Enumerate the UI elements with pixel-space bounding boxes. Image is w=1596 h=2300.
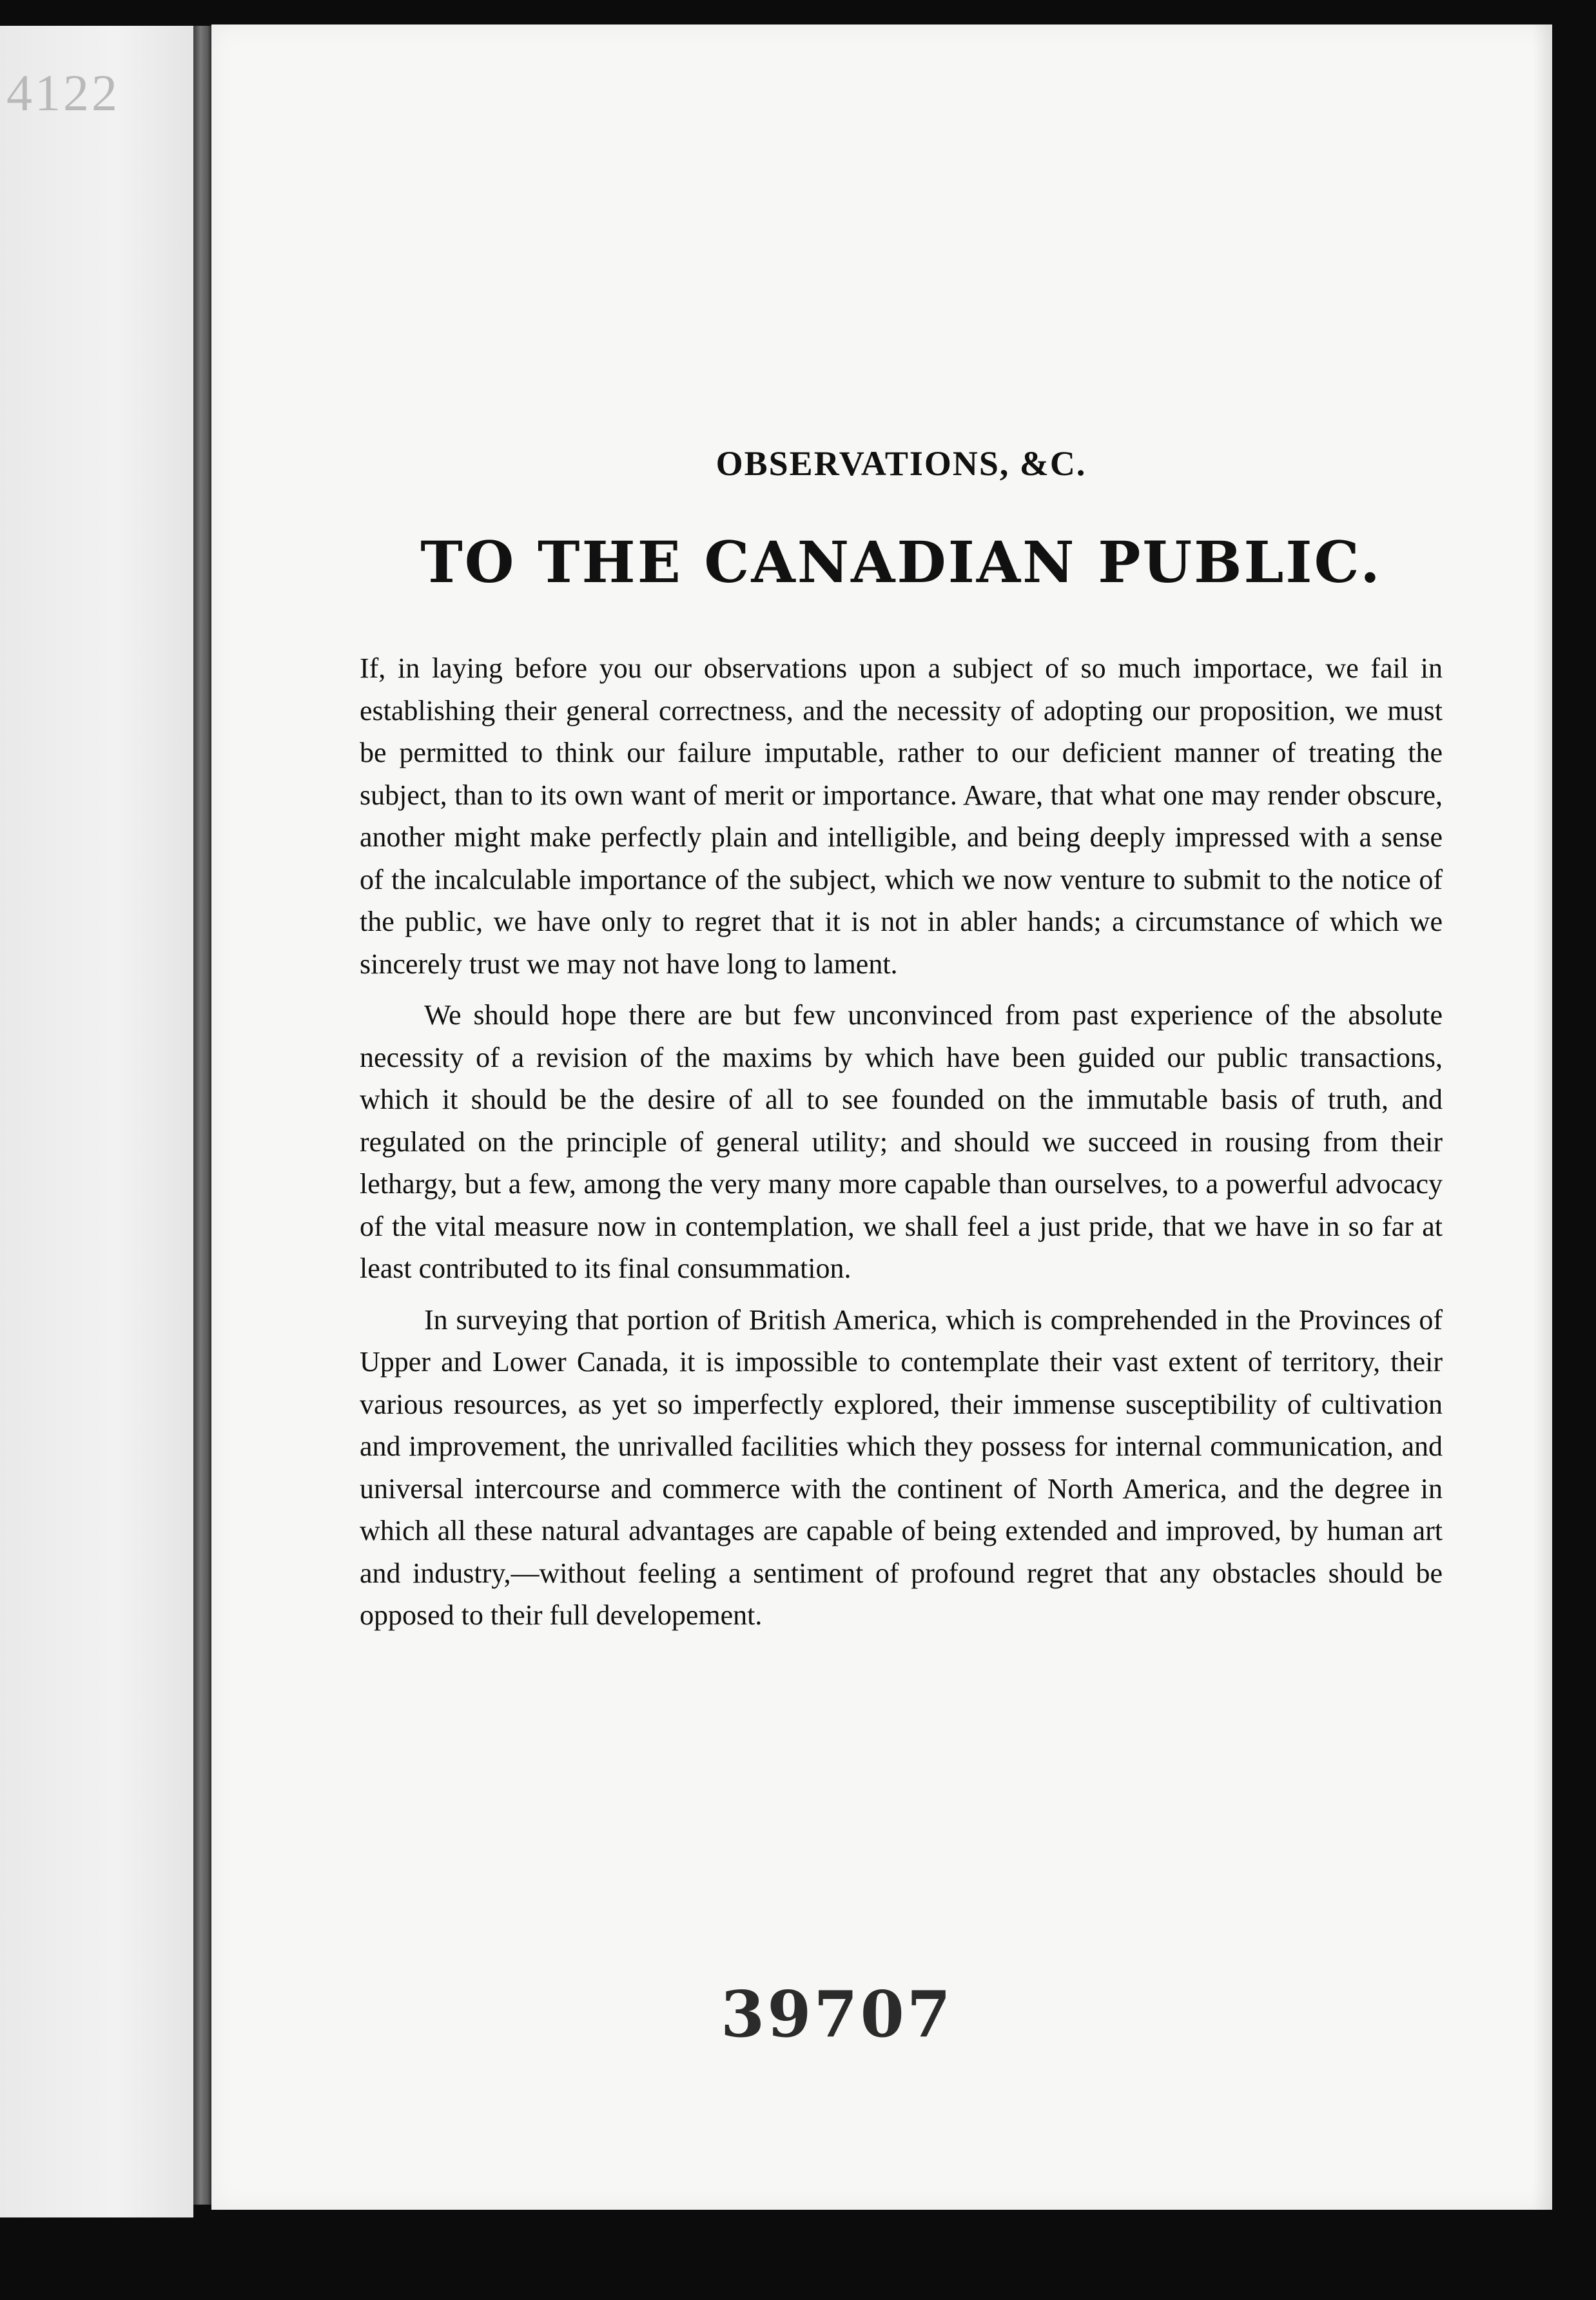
paragraph-3: In surveying that portion of British America, which is comprehended in the Provinces of Upper and Lower Canada, it is impossible to contemplate their vast extent of territory, their various resources, as yet so imperfectly explored, their immense susceptibility of cultivation and improvement, the unrivalled facilities which they possess for internal communication, and universal intercourse and commerce with the continent of North America, and the degree in which all these natural advantages are capable of being extended and improved, by human art and industry,—without feeling a sentiment of profound regret that any obstacles should be opposed to their full developement. — [360, 1303, 1443, 1631]
catalog-number-stamp: 39707 — [721, 1978, 953, 2052]
page-title: TO THE CANADIAN PUBLIC. — [420, 529, 1382, 596]
document-page — [211, 24, 1552, 2210]
section-heading: OBSERVATIONS, &C. — [715, 444, 1087, 483]
book-gutter — [193, 26, 211, 2205]
page-edge-shadow — [1533, 24, 1552, 2210]
paragraph-2: We should hope there are but few unconvinced from past experience of the absolute necessity of a revision of the maxims by which have been guided our public transactions, which it should be the desire of all to see founded on the immutable basis of truth, and regulated on the principle of general utility; and should we succeed in rousing from their lethargy, but a few, among the very many more capable than ourselves, to a powerful advocacy of the vital measure now in contemplation, we shall feel a just pride, that we have in so far at least contributed to its final consummation. — [360, 999, 1443, 1284]
left-page-pencil-mark: 4122 — [6, 65, 120, 122]
paragraph-1: If, in laying before you our observations upon a subject of so much importace, we fail in establishing their general correctness, and the necessity of adopting our proposition, we must be permitted to think our failure imputable, rather to our deficient manner of treating the subject, than to its own want of merit or importance. Aware, that what one may render obscure, another might make perfectly plain and intelligible, and being deeply impressed with a sense of the incalculable importance of the subject, which we now venture to submit to the notice of the public, we have only to regret that it is not in abler hands; a circumstance of which we sincerely trust we may not have long to lament. — [360, 652, 1443, 980]
page-content — [360, 443, 1443, 1646]
left-facing-page — [0, 26, 193, 2217]
